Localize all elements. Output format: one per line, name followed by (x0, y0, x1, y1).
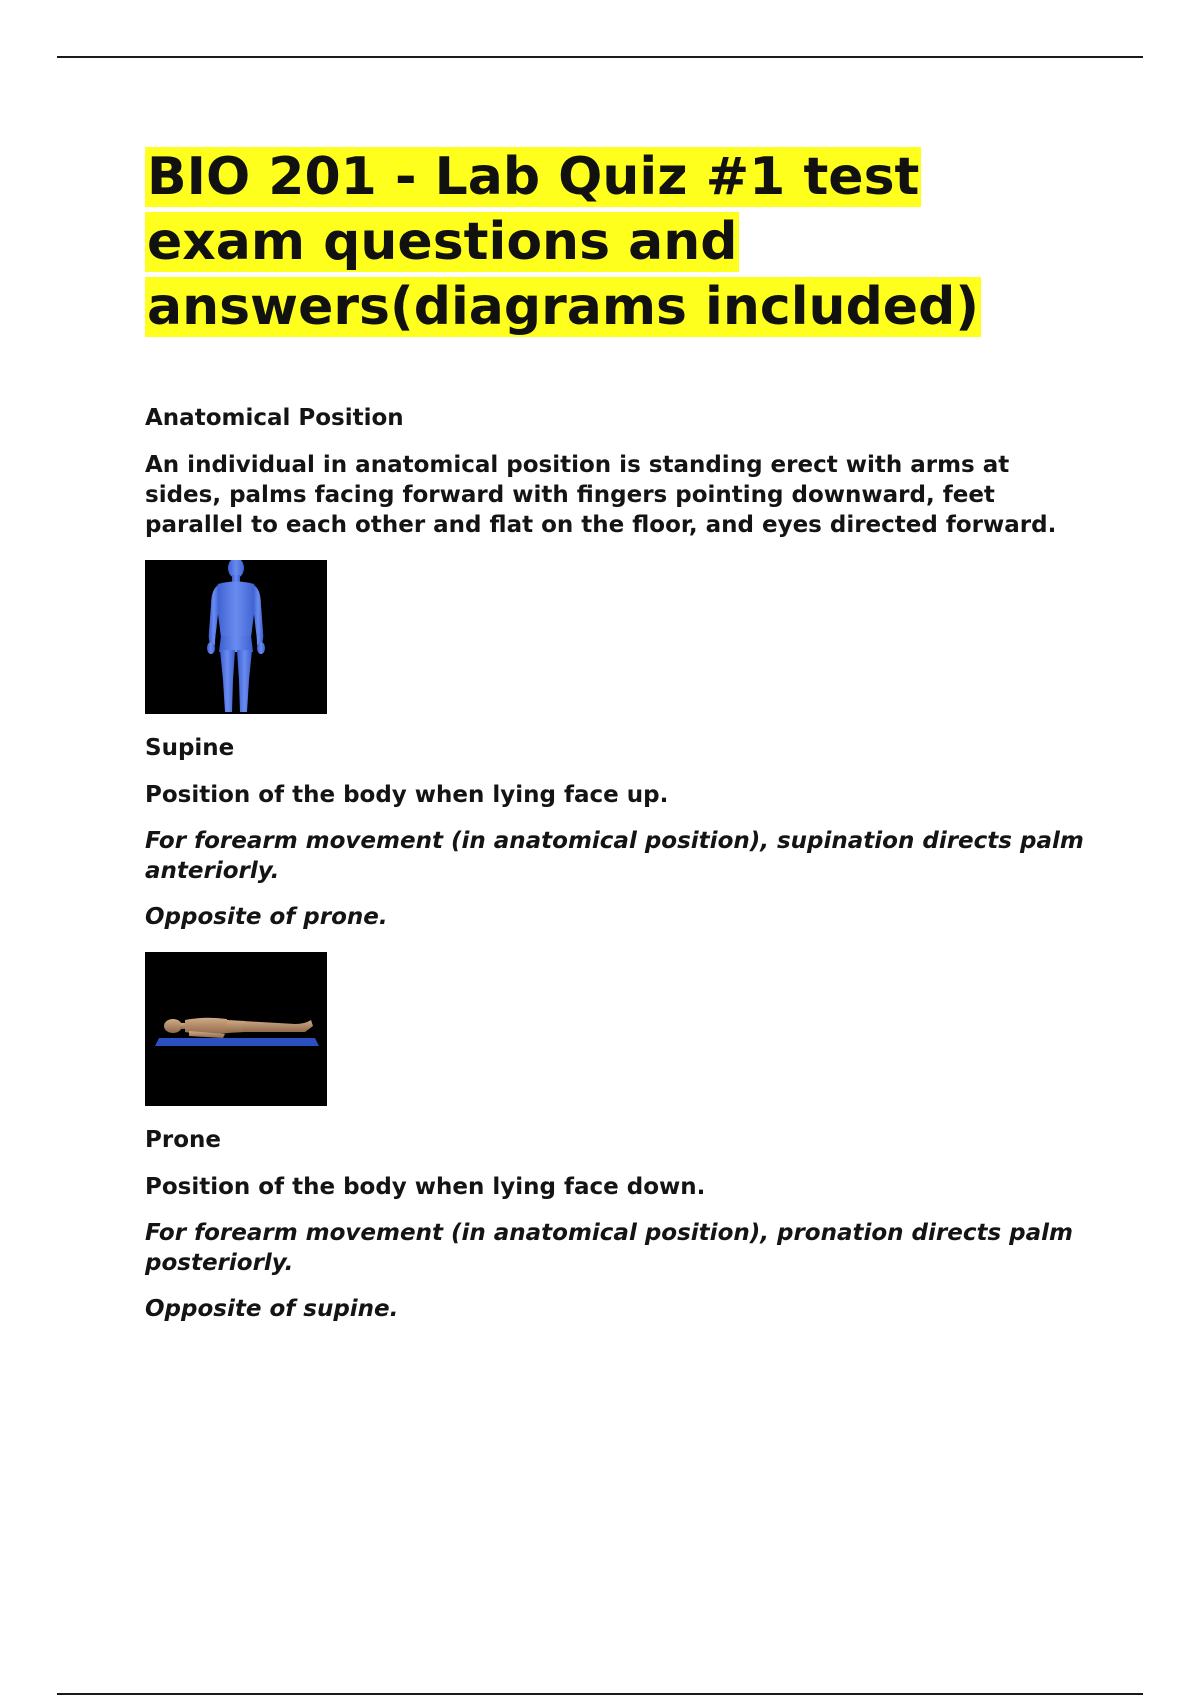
term-note: Opposite of supine. (145, 1296, 399, 1322)
bottom-rule (57, 1693, 1143, 1695)
term-heading: Supine (145, 735, 235, 761)
term-heading: Anatomical Position (145, 405, 404, 431)
term-note: For forearm movement (in anatomical position), pronation directs palm posteriorly. (145, 1220, 1074, 1276)
term-definition: Position of the body when lying face down. (145, 1174, 706, 1200)
section-supine (145, 734, 1085, 1106)
term-definition: An individual in anatomical position is standing erect with arms at sides, palms facing forward with fingers pointing downward, feet parallel to each other and flat on the floor, and eyes directed forward. (145, 452, 1057, 538)
standing-human-figure-icon (145, 560, 327, 714)
document-title (145, 145, 1085, 340)
top-rule (57, 56, 1143, 58)
title-line-3: answers(diagrams included) (147, 277, 980, 337)
mat (155, 1038, 319, 1046)
term-note: For forearm movement (in anatomical position), supination directs palm anteriorly. (145, 828, 1084, 884)
lying-human-figure-icon (145, 952, 327, 1106)
anatomical-position-figure (145, 560, 327, 714)
term-heading: Prone (145, 1127, 221, 1153)
document-body (145, 145, 1085, 1324)
title-line-2: exam questions and (147, 212, 738, 272)
section-prone (145, 1126, 1085, 1324)
supine-figure (145, 952, 327, 1106)
section-anatomical-position (145, 404, 1085, 714)
term-definition: Position of the body when lying face up. (145, 782, 669, 808)
title-line-1: BIO 201 - Lab Quiz #1 test (147, 147, 920, 207)
term-note: Opposite of prone. (145, 904, 388, 930)
